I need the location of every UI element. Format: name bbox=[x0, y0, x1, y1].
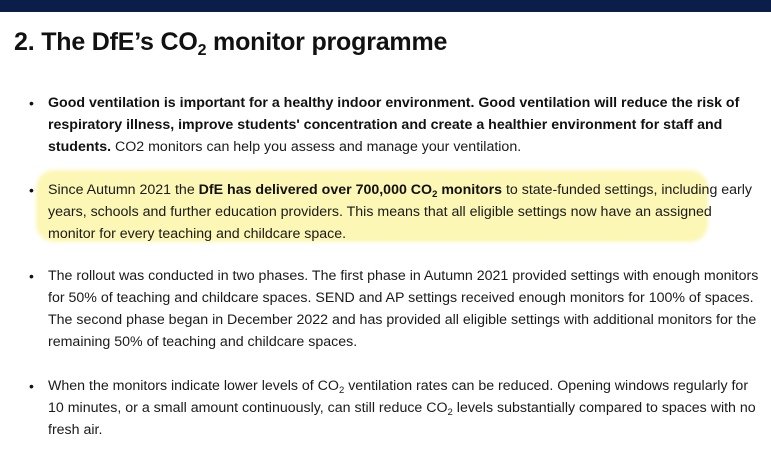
bullet-plain-text: When the monitors indicate lower levels of CO bbox=[48, 378, 339, 394]
co2-subscript: 2 bbox=[432, 189, 438, 200]
bullet-plain-text: CO2 monitors can help you assess and manage your ventilation. bbox=[111, 139, 522, 155]
bullet-bold-part: DfE has delivered over 700,000 CO bbox=[198, 182, 433, 198]
title-subscript: 2 bbox=[197, 42, 207, 59]
bullet-plain-text: ventilation rates can be reduced. Opening windows regularly for 10 minutes, or a small amount continuously, can still reduce CO bbox=[48, 378, 749, 416]
co2-subscript: 2 bbox=[447, 407, 453, 418]
bullet-dot: • bbox=[29, 268, 34, 284]
bullet-dot: • bbox=[29, 95, 34, 111]
title-suffix: monitor programme bbox=[206, 28, 448, 56]
bullet-text bbox=[48, 375, 760, 441]
bullet-plain-text: to state-funded settings, including early years, schools and further education providers. This means that all eligible settings now have an assigned monitor for every teaching and childcare space. bbox=[48, 182, 753, 242]
bullet-plain-text: Since Autumn 2021 the bbox=[48, 182, 199, 198]
bullet-bold-text: Good ventilation is important for a healthy indoor environment. Good ventilation will reduce the risk of respiratory illness, improve students' concentration and create a healthier environment for staff and students. bbox=[48, 95, 740, 155]
bullet-bold-part: monitors bbox=[437, 182, 503, 198]
bullet-text bbox=[48, 92, 760, 158]
bullet-text: The rollout was conducted in two phases. The first phase in Autumn 2021 provided settings with enough monitors for 50% of teaching and childcare spaces. SEND and AP settings received enough monitors for 100% of spaces. The second phase began in December 2022 and has provided all eligible settings with additional monitors for the remaining 50% of teaching and childcare spaces. bbox=[48, 268, 759, 350]
bullet-plain-text: levels substantially compared to spaces with no fresh air. bbox=[48, 400, 756, 438]
bullet-dot: • bbox=[29, 182, 34, 198]
bullet-bold-text bbox=[199, 182, 502, 198]
title-prefix: 2. The DfE’s CO bbox=[14, 28, 198, 56]
bullet-text bbox=[48, 179, 760, 245]
bullet-dot: • bbox=[29, 378, 34, 394]
co2-subscript: 2 bbox=[338, 385, 345, 396]
